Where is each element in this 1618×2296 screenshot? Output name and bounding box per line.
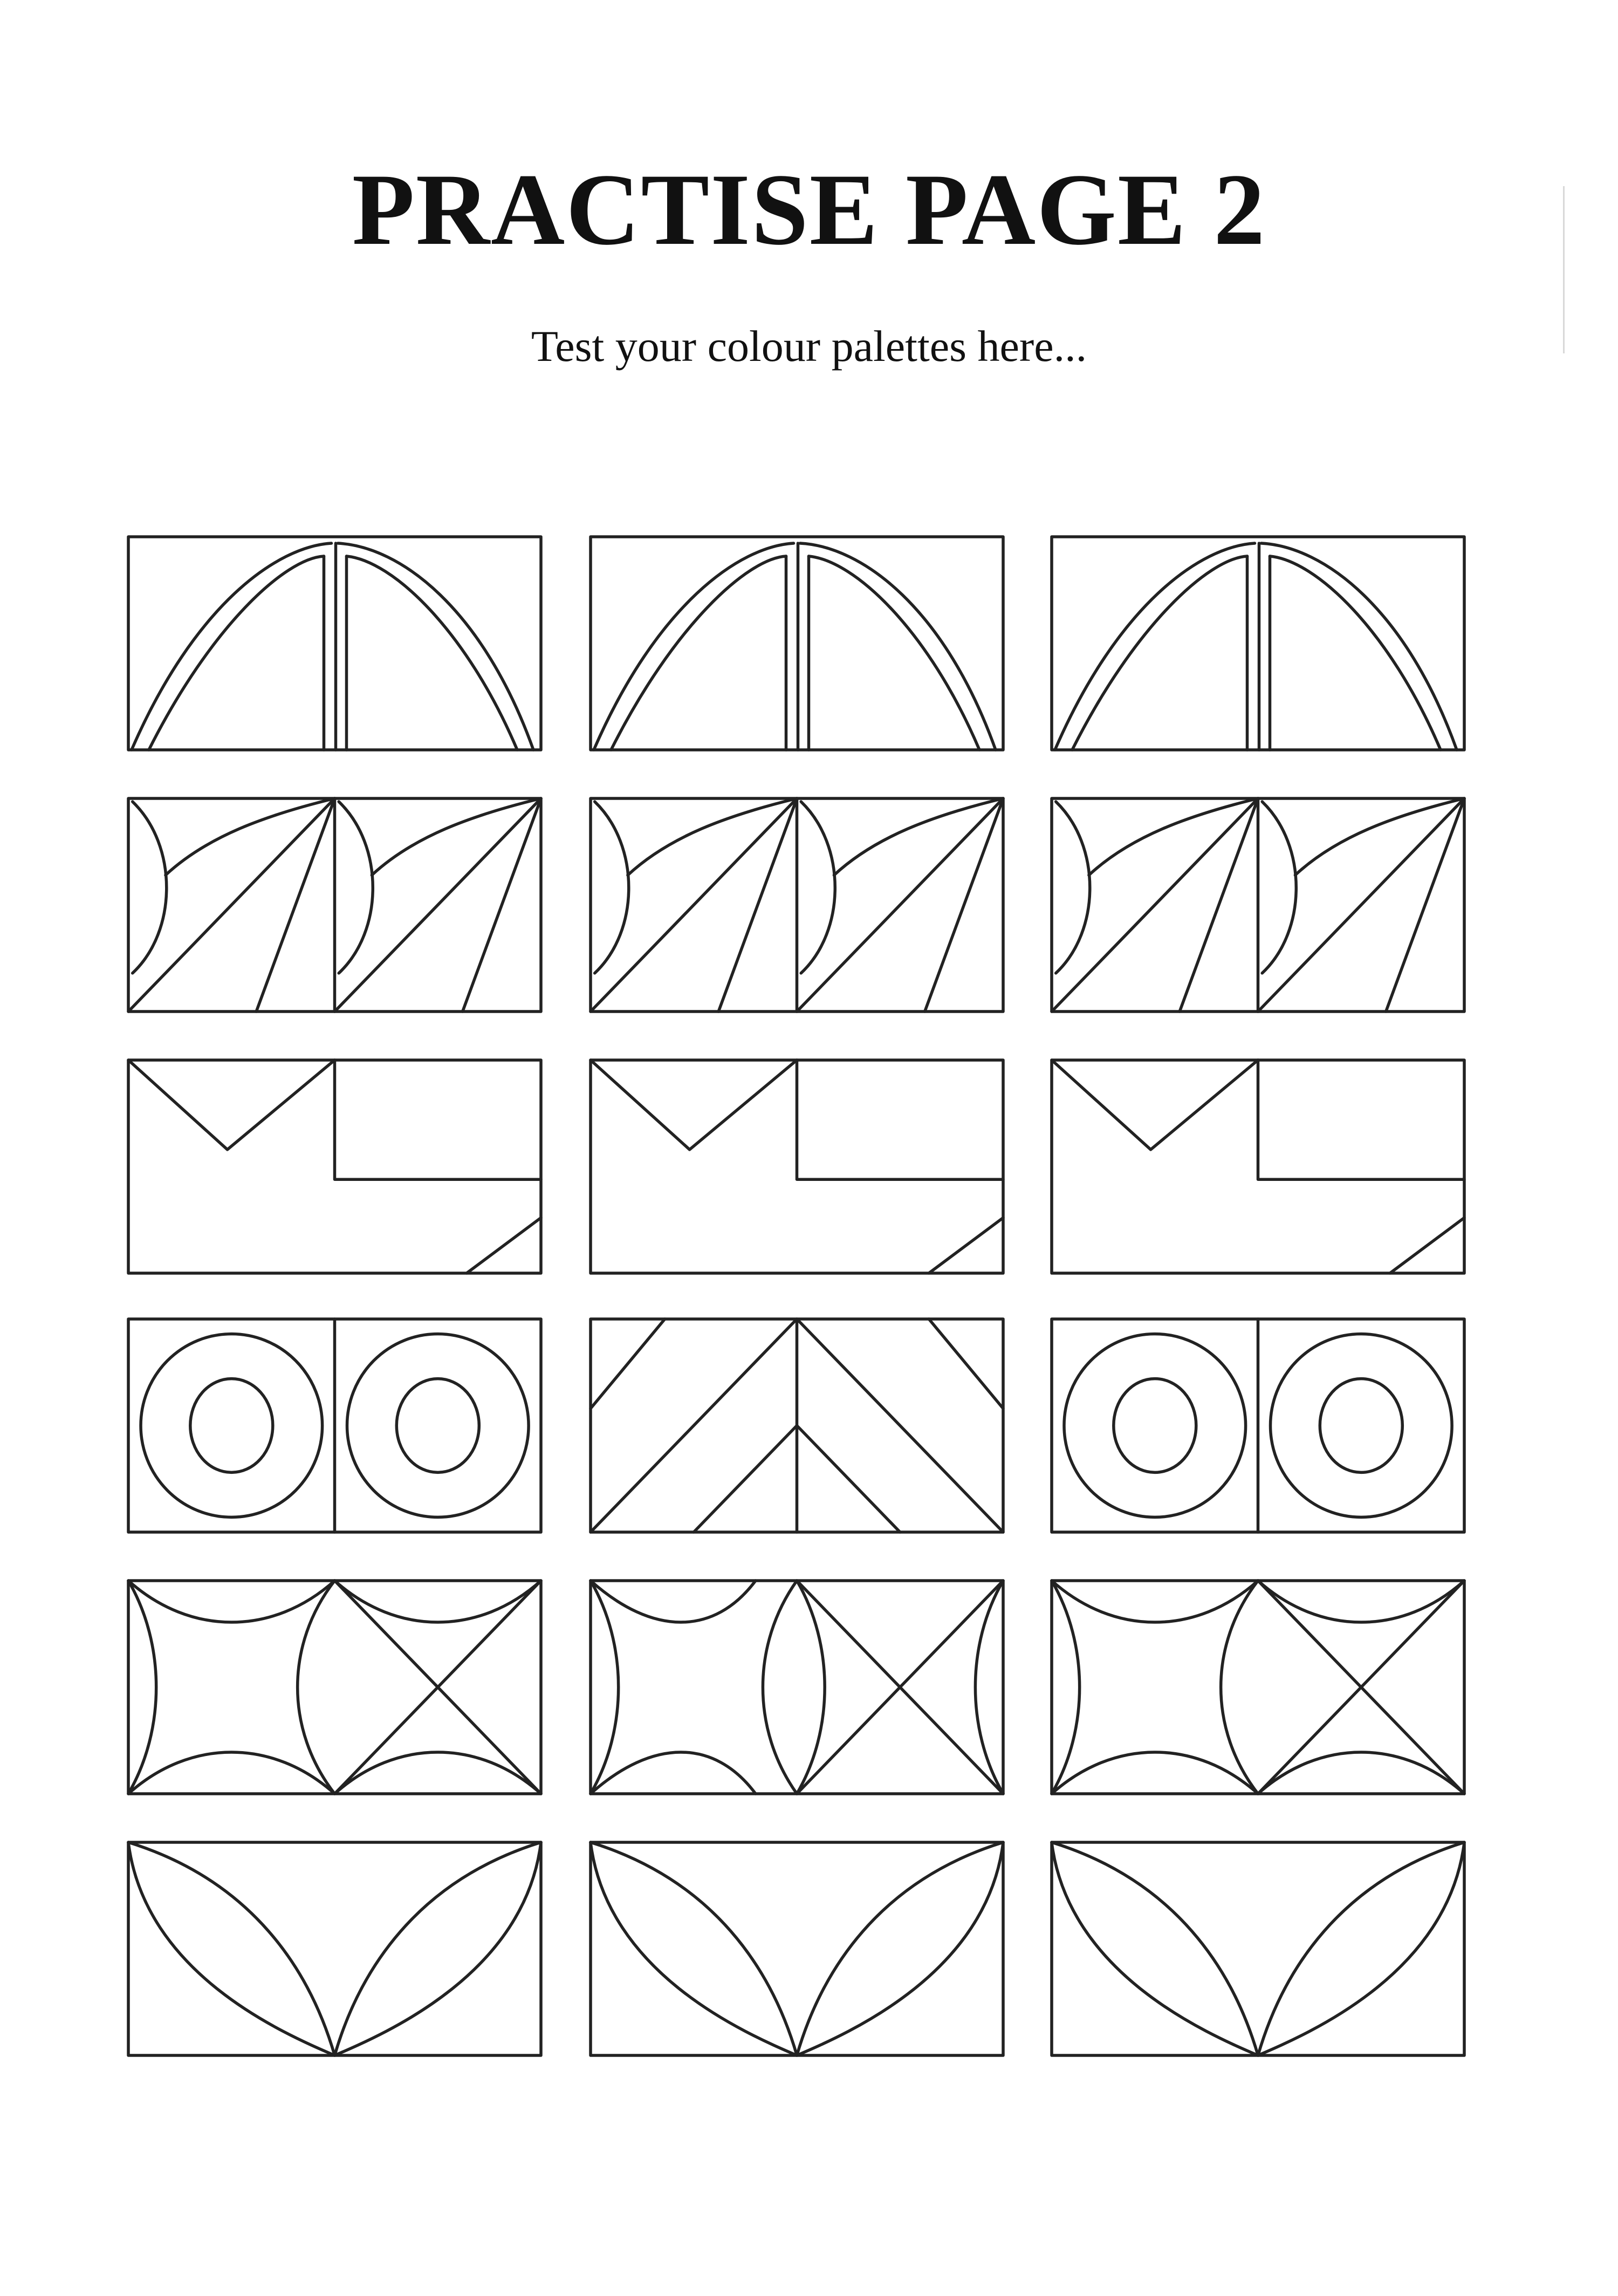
tile-frame <box>1052 1842 1464 2055</box>
tile-line <box>591 1581 756 1622</box>
tile-line <box>591 1319 665 1409</box>
tile-line <box>1258 1842 1465 2055</box>
tile-line <box>929 1319 1003 1409</box>
page-title: PRACTISE PAGE 2 <box>352 153 1266 266</box>
outer-ring <box>1271 1334 1452 1518</box>
outer-ring <box>347 1334 529 1518</box>
tile-line <box>335 1060 541 1179</box>
tile-line <box>1386 798 1464 1012</box>
tile-line <box>1052 1842 1258 2055</box>
tile-line <box>1258 1842 1465 2055</box>
petal-pair-icon <box>591 1842 1003 2055</box>
tile-line <box>1258 798 1465 1012</box>
outer-ring <box>141 1334 323 1518</box>
tile-line <box>591 1842 797 2055</box>
tile-line <box>1056 802 1090 973</box>
tile-line <box>1390 1218 1464 1273</box>
tile-line <box>335 1581 541 1622</box>
petal-pair-icon <box>1052 1842 1464 2055</box>
outer-ring <box>1064 1334 1246 1518</box>
tile-line <box>128 1581 156 1794</box>
tile-line <box>256 798 334 1012</box>
herringbone-icon <box>591 1319 1003 1532</box>
tile-line <box>128 1752 335 1794</box>
tile-line <box>797 1842 1004 2055</box>
leaf-diagonal-icon <box>591 798 1003 1012</box>
tile-line <box>128 1842 335 2055</box>
tile-line <box>1052 1842 1258 2055</box>
tile-line <box>298 1581 335 1794</box>
arch-icon <box>1052 537 1464 750</box>
chevron-step-icon <box>591 1060 1003 1273</box>
tile-line <box>594 543 794 750</box>
tile-line <box>1221 1581 1258 1794</box>
leaf-diagonal-icon <box>1052 798 1464 1012</box>
inner-ring <box>396 1379 479 1473</box>
tile-line <box>797 1842 1004 2055</box>
tile-line <box>925 798 1003 1012</box>
tile-line <box>591 1842 797 2055</box>
tile-frame <box>128 1581 541 1794</box>
double-ring-icon <box>1052 1319 1464 1532</box>
star-cross-icon <box>128 1581 541 1794</box>
tile-frame <box>128 1842 541 2055</box>
tile-line <box>591 1752 756 1794</box>
tile-line <box>1052 1752 1258 1794</box>
tile-line <box>591 1581 619 1794</box>
tile-line <box>1258 1752 1465 1794</box>
tile-line <box>335 798 541 1012</box>
tile-line <box>595 802 629 973</box>
tile-line <box>149 556 324 750</box>
petal-pair-icon <box>128 1842 541 2055</box>
tile-frame <box>1052 1581 1464 1794</box>
tile-frame <box>591 1842 1003 2055</box>
star-cross-icon <box>1052 1581 1464 1794</box>
tile-line <box>132 543 332 750</box>
tile-line <box>335 1752 541 1794</box>
tile-line <box>591 1060 797 1150</box>
inner-ring <box>1114 1379 1196 1473</box>
tile-line <box>1262 802 1296 973</box>
page-subtitle: Test your colour palettes here... <box>531 322 1087 371</box>
tile-line <box>1072 556 1247 750</box>
tile-frame <box>591 1581 1003 1794</box>
arch-icon <box>128 537 541 750</box>
arch-icon <box>591 537 1003 750</box>
tile-line <box>1258 1581 1465 1622</box>
chevron-step-icon <box>1052 1060 1464 1273</box>
tile-line <box>335 1842 541 2055</box>
tile-line <box>1052 1060 1258 1150</box>
tile-line <box>929 1218 1003 1273</box>
tile-line <box>591 798 797 1012</box>
tile-line <box>133 802 167 973</box>
tile-line <box>797 1060 1004 1179</box>
tile-line <box>339 802 373 973</box>
tile-line <box>128 1842 335 2055</box>
tile-line <box>1052 1581 1258 1622</box>
tile-line <box>797 1581 825 1794</box>
tile-line <box>718 798 797 1012</box>
tile-line <box>128 798 335 1012</box>
tile-line <box>335 1842 541 2055</box>
tile-line <box>797 798 1004 1012</box>
tile-line <box>128 1581 335 1622</box>
inner-ring <box>1320 1379 1402 1473</box>
tile-line <box>1180 798 1258 1012</box>
tile-line <box>467 1218 541 1273</box>
tile-line <box>128 1060 335 1150</box>
tile-line <box>1258 1060 1465 1179</box>
tile-line <box>975 1581 1003 1794</box>
inner-ring <box>190 1379 273 1473</box>
double-ring-icon <box>128 1319 541 1532</box>
leaf-diagonal-icon <box>128 798 541 1012</box>
tile-line <box>763 1581 797 1794</box>
chevron-step-icon <box>128 1060 541 1273</box>
tile-line <box>801 802 835 973</box>
tile-line <box>611 556 786 750</box>
lens-cross-icon <box>591 1581 1003 1794</box>
tile-line <box>463 798 541 1012</box>
tile-line <box>1052 1581 1080 1794</box>
tile-line <box>1052 798 1258 1012</box>
tile-line <box>1055 543 1255 750</box>
